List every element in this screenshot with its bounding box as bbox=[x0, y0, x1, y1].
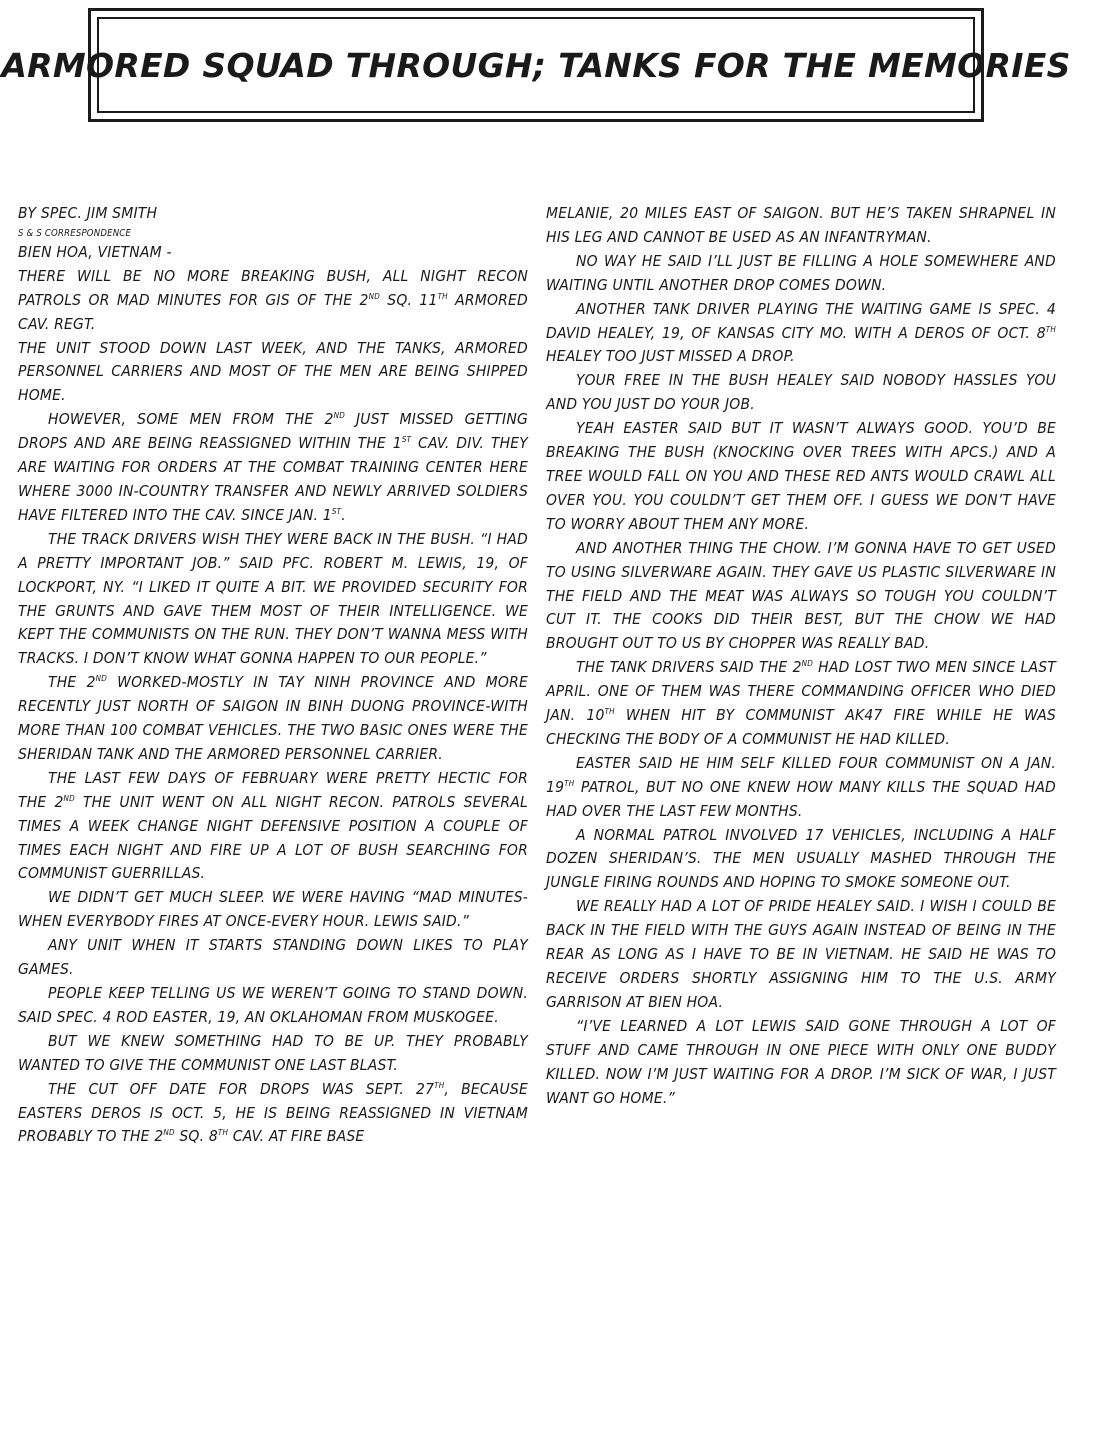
article-paragraph: ANY UNIT WHEN IT STARTS STANDING DOWN LIKES TO PLAY GAMES. bbox=[18, 936, 528, 979]
article-paragraph: WE DIDN’T GET MUCH SLEEP. WE WERE HAVING “MAD MINUTES-WHEN EVERYBODY FIRES AT ONCE-EVERY HOUR. LEWIS SAID.” bbox=[18, 888, 528, 931]
article-paragraph: NO WAY HE SAID I’LL JUST BE FILLING A HOLE SOMEWHERE AND WAITING UNTIL ANOTHER DROP COMES DOWN. bbox=[546, 251, 1056, 294]
headline-box bbox=[1, 17, 1071, 113]
article-paragraph: EASTER SAID HE HIM SELF KILLED FOUR COMMUNIST ON A JAN. 19TH PATROL, BUT NO ONE KNEW HOW MANY KILLS THE SQUAD HAD HAD OVER THE LAST FEW MONTHS. bbox=[546, 753, 1056, 820]
article-paragraph: ANOTHER TANK DRIVER PLAYING THE WAITING GAME IS SPEC. 4 DAVID HEALEY, 19, OF KANSAS CITY MO. WITH A DEROS OF OCT. 8TH HEALEY TOO JUST MISSED A DROP. bbox=[546, 299, 1056, 366]
article-paragraph: AND ANOTHER THING THE CHOW. I’M GONNA HAVE TO GET USED TO USING SILVERWARE AGAIN. THEY GAVE US PLASTIC SILVERWARE IN THE FIELD AND THE MEAT WAS ALWAYS SO TOUGH YOU COULDN’T CUT IT. THE COOKS DID THEIR BEST, BUT THE CHOW WE HAD BROUGHT OUT TO US BY CHOPPER WAS REALLY BAD. bbox=[546, 538, 1056, 653]
article-paragraph: THE 2ND WORKED-MOSTLY IN TAY NINH PROVINCE AND MORE RECENTLY JUST NORTH OF SAIGON IN BINH DUONG PROVINCE-WITH MORE THAN 100 COMBAT VEHICLES. THE TWO BASIC ONES WERE THE SHERIDAN TANK AND THE ARMORED PERSONNEL CARRIER. bbox=[18, 673, 528, 763]
headline-frame bbox=[1, 8, 1071, 122]
left-paragraphs bbox=[18, 265, 528, 1150]
article-paragraph: YOUR FREE IN THE BUSH HEALEY SAID NOBODY HASSLES YOU AND YOU JUST DO YOUR JOB. bbox=[546, 371, 1056, 414]
article-column-right bbox=[546, 202, 1056, 1110]
right-paragraphs bbox=[546, 202, 1056, 1110]
article-paragraph: HOWEVER, SOME MEN FROM THE 2ND JUST MISSED GETTING DROPS AND ARE BEING REASSIGNED WITHIN THE 1ST CAV. DIV. THEY ARE WAITING FOR ORDERS AT THE COMBAT TRAINING CENTER HERE WHERE 3000 IN-COUNTRY TRANSFER AND NEWLY ARRIVED SOLDIERS HAVE FILTERED INTO THE CAV. SINCE JAN. 1ST. bbox=[18, 410, 528, 524]
article-paragraph: THE UNIT STOOD DOWN LAST WEEK, AND THE TANKS, ARMORED PERSONNEL CARRIERS AND MOST OF THE MEN ARE BEING SHIPPED HOME. bbox=[18, 338, 528, 405]
article-paragraph: THE TRACK DRIVERS WISH THEY WERE BACK IN THE BUSH. “I HAD A PRETTY IMPORTANT JOB.” SAID PFC. ROBERT M. LEWIS, 19, OF LOCKPORT, NY. “I LIKED IT QUITE A BIT. WE PROVIDED SECURITY FOR THE GRUNTS AND GAVE THEM MOST OF THEIR INTELLIGENCE. WE KEPT THE COMMUNISTS ON THE RUN. THEY DON’T WANNA MESS WITH TRACKS. I DON’T KNOW WHAT GONNA HAPPEN TO OUR PEOPLE.” bbox=[18, 529, 528, 668]
dateline: BIEN HOA, VIETNAM - bbox=[18, 242, 172, 261]
article-paragraph: “I’VE LEARNED A LOT LEWIS SAID GONE THROUGH A LOT OF STUFF AND CAME THROUGH IN ONE PIECE WITH ONLY ONE BUDDY KILLED. NOW I’M JUST WAITING FOR A DROP. I’M SICK OF WAR, I JUST WANT GO HOME.” bbox=[546, 1016, 1056, 1107]
article-paragraph: PEOPLE KEEP TELLING US WE WEREN’T GOING TO STAND DOWN. SAID SPEC. 4 ROD EASTER, 19, AN OKLAHOMAN FROM MUSKOGEE. bbox=[18, 984, 528, 1026]
correspondent-credit: S & S CORRESPONDENCE bbox=[18, 227, 132, 239]
article-paragraph: WE REALLY HAD A LOT OF PRIDE HEALEY SAID. I WISH I COULD BE BACK IN THE FIELD WITH THE GUYS AGAIN INSTEAD OF BEING IN THE REAR AS LONG AS I HAVE TO BE IN VIETNAM. HE SAID HE WAS TO RECEIVE ORDERS SHORTLY ASSIGNING HIM TO THE U.S. ARMY GARRISON AT BIEN HOA. bbox=[546, 897, 1056, 1011]
article-paragraph: BUT WE KNEW SOMETHING HAD TO BE UP. THEY PROBABLY WANTED TO GIVE THE COMMUNIST ONE LAST BLAST. bbox=[18, 1031, 528, 1074]
article-paragraph: MELANIE, 20 MILES EAST OF SAIGON. BUT HE’S TAKEN SHRAPNEL IN HIS LEG AND CANNOT BE USED AS AN INFANTRYMAN. bbox=[546, 204, 1056, 246]
article-paragraph: THERE WILL BE NO MORE BREAKING BUSH, ALL NIGHT RECON PATROLS OR MAD MINUTES FOR GIS OF THE 2ND SQ. 11TH ARMORED CAV. REGT. bbox=[18, 266, 528, 333]
article-paragraph: THE CUT OFF DATE FOR DROPS WAS SEPT. 27TH, BECAUSE EASTERS DEROS IS OCT. 5, HE IS BEING REASSIGNED IN VIETNAM PROBABLY TO THE 2ND SQ. 8TH CAV. AT FIRE BASE bbox=[18, 1079, 528, 1146]
article-column-left bbox=[18, 202, 528, 1149]
article-paragraph: THE TANK DRIVERS SAID THE 2ND HAD LOST TWO MEN SINCE LAST APRIL. ONE OF THEM WAS THERE COMMANDING OFFICER WHO DIED JAN. 10TH WHEN HIT BY COMMUNIST AK47 FIRE WHILE HE WAS CHECKING THE BODY OF A COMMUNIST HE HAD KILLED. bbox=[546, 658, 1057, 748]
byline: BY SPEC. JIM SMITH bbox=[18, 204, 158, 222]
headline: ARMORED SQUAD THROUGH; TANKS FOR THE MEMORIES bbox=[1, 45, 1071, 85]
article-paragraph: THE LAST FEW DAYS OF FEBRUARY WERE PRETTY HECTIC FOR THE 2ND THE UNIT WENT ON ALL NIGHT RECON. PATROLS SEVERAL TIMES A WEEK CHANGE NIGHT DEFENSIVE POSITION A COUPLE OF TIMES EACH NIGHT AND FIRE UP A LOT OF BUSH SEARCHING FOR COMMUNIST GUERRILLAS. bbox=[18, 768, 528, 883]
article-paragraph: YEAH EASTER SAID BUT IT WASN’T ALWAYS GOOD. YOU’D BE BREAKING THE BUSH (KNOCKING OVER TREES WITH APCS.) AND A TREE WOULD FALL ON YOU AND THESE RED ANTS WOULD CRAWL ALL OVER YOU. YOU COULDN’T GET THEM OFF. I GUESS WE DON’T HAVE TO WORRY ABOUT THEM ANY MORE. bbox=[546, 419, 1056, 533]
article-paragraph: A NORMAL PATROL INVOLVED 17 VEHICLES, INCLUDING A HALF DOZEN SHERIDAN’S. THE MEN USUALLY MASHED THROUGH THE JUNGLE FIRING ROUNDS AND HOPING TO SMOKE SOMEONE OUT. bbox=[546, 825, 1056, 892]
